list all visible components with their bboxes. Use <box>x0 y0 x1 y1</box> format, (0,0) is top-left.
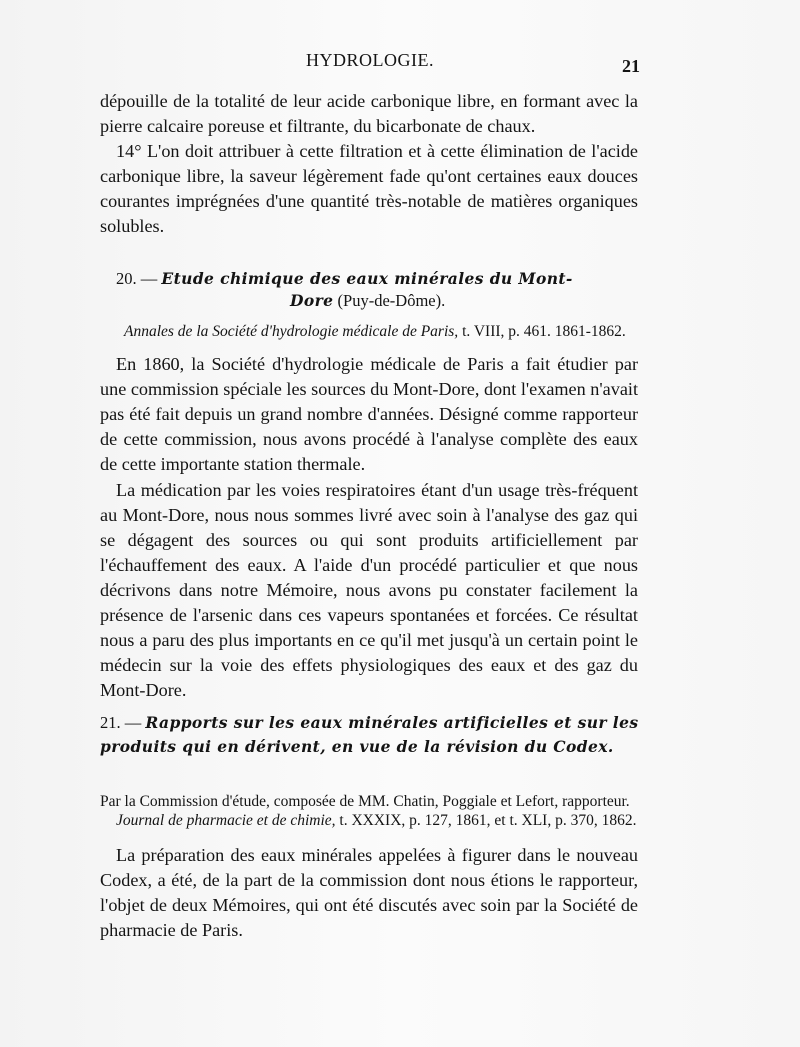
paragraph-continued: dépouille de la totalité de leur acide carbonique libre, en formant avec la pierre calcaire poreuse et filtrante, du bicarbonate de chaux. <box>100 91 638 136</box>
running-title: HYDROLOGIE. <box>306 50 434 70</box>
entry-21-paragraph-1: La préparation des eaux minérales appelées à figurer dans le nouveau Codex, a été, de la part de la commission dont nous étions le rapporteur, l'objet de deux Mémoires, qui ont été discutés avec soin par la Société de pharmacie de Paris. <box>100 845 638 940</box>
page-number: 21 <box>622 56 640 76</box>
entry-20-journal: Annales de la Société d'hydrologie médicale de Paris, <box>124 323 459 340</box>
entry-20-citation <box>100 321 640 342</box>
entry-21-title: Rapports sur les eaux minérales artificielles et sur les produits qui en dérivent, en vue de la révision du Codex. <box>100 713 639 756</box>
entry-21-number: 21. — <box>100 713 142 732</box>
entry-20-heading <box>100 268 640 312</box>
entry-20-paragraph-2: La médication par les voies respiratoires étant d'un usage très-fréquent au Mont-Dore, nous nous sommes livré avec soin à l'analyse des gaz qui se dégagent des sources ou qui sont produits artificiellement par l'échauffement des eaux. A l'aide d'un procédé particulier et que nous décrivons dans notre Mémoire, nous avons pu constater facilement la présence de l'arsenic dans ces vapeurs spontanées et forcées. Ce résultat nous a paru des plus importants en ce qu'il met jusqu'à un certain point le médecin sur la voie des effets physiologiques des eaux et des gaz du Mont-Dore. <box>100 480 638 700</box>
entry-21-journal: Journal de pharmacie et de chimie, <box>116 812 336 829</box>
entry-21-byline: Par la Commission d'étude, composée de MM. Chatin, Poggiale et Lefort, rapporteur. <box>100 793 630 810</box>
page-header <box>100 50 640 76</box>
entry-20-title-b: Dore <box>290 291 334 310</box>
entry-20-paragraph-1: En 1860, la Société d'hydrologie médicale de Paris a fait étudier par une commission spéciale les sources du Mont-Dore, dont l'examen n'avait pas été fait depuis un grand nombre d'années. Désigné comme rapporteur de cette commission, nous avons procédé à l'analyse complète des eaux de cette importante station thermale. <box>100 354 638 474</box>
entry-21-citation <box>100 810 640 831</box>
entry-20-reference: t. VIII, p. 461. 1861-1862. <box>462 323 626 340</box>
entry-21-heading <box>100 711 640 759</box>
entry-20-number: 20. — <box>116 269 158 288</box>
entry-21-reference: t. XXXIX, p. 127, 1861, et t. XLI, p. 370, 1862. <box>339 812 637 829</box>
paragraph-point-14: 14° L'on doit attribuer à cette filtration et à cette élimination de l'acide carbonique libre, la saveur légèrement fade qu'ont certaines eaux douces courantes imprégnées d'une quantité très-notable de matières organiques solubles. <box>100 141 638 236</box>
entry-20-title-a: Etude chimique des eaux minérales du Mont- <box>161 269 573 288</box>
entry-20-place: (Puy-de-Dôme). <box>337 291 446 310</box>
